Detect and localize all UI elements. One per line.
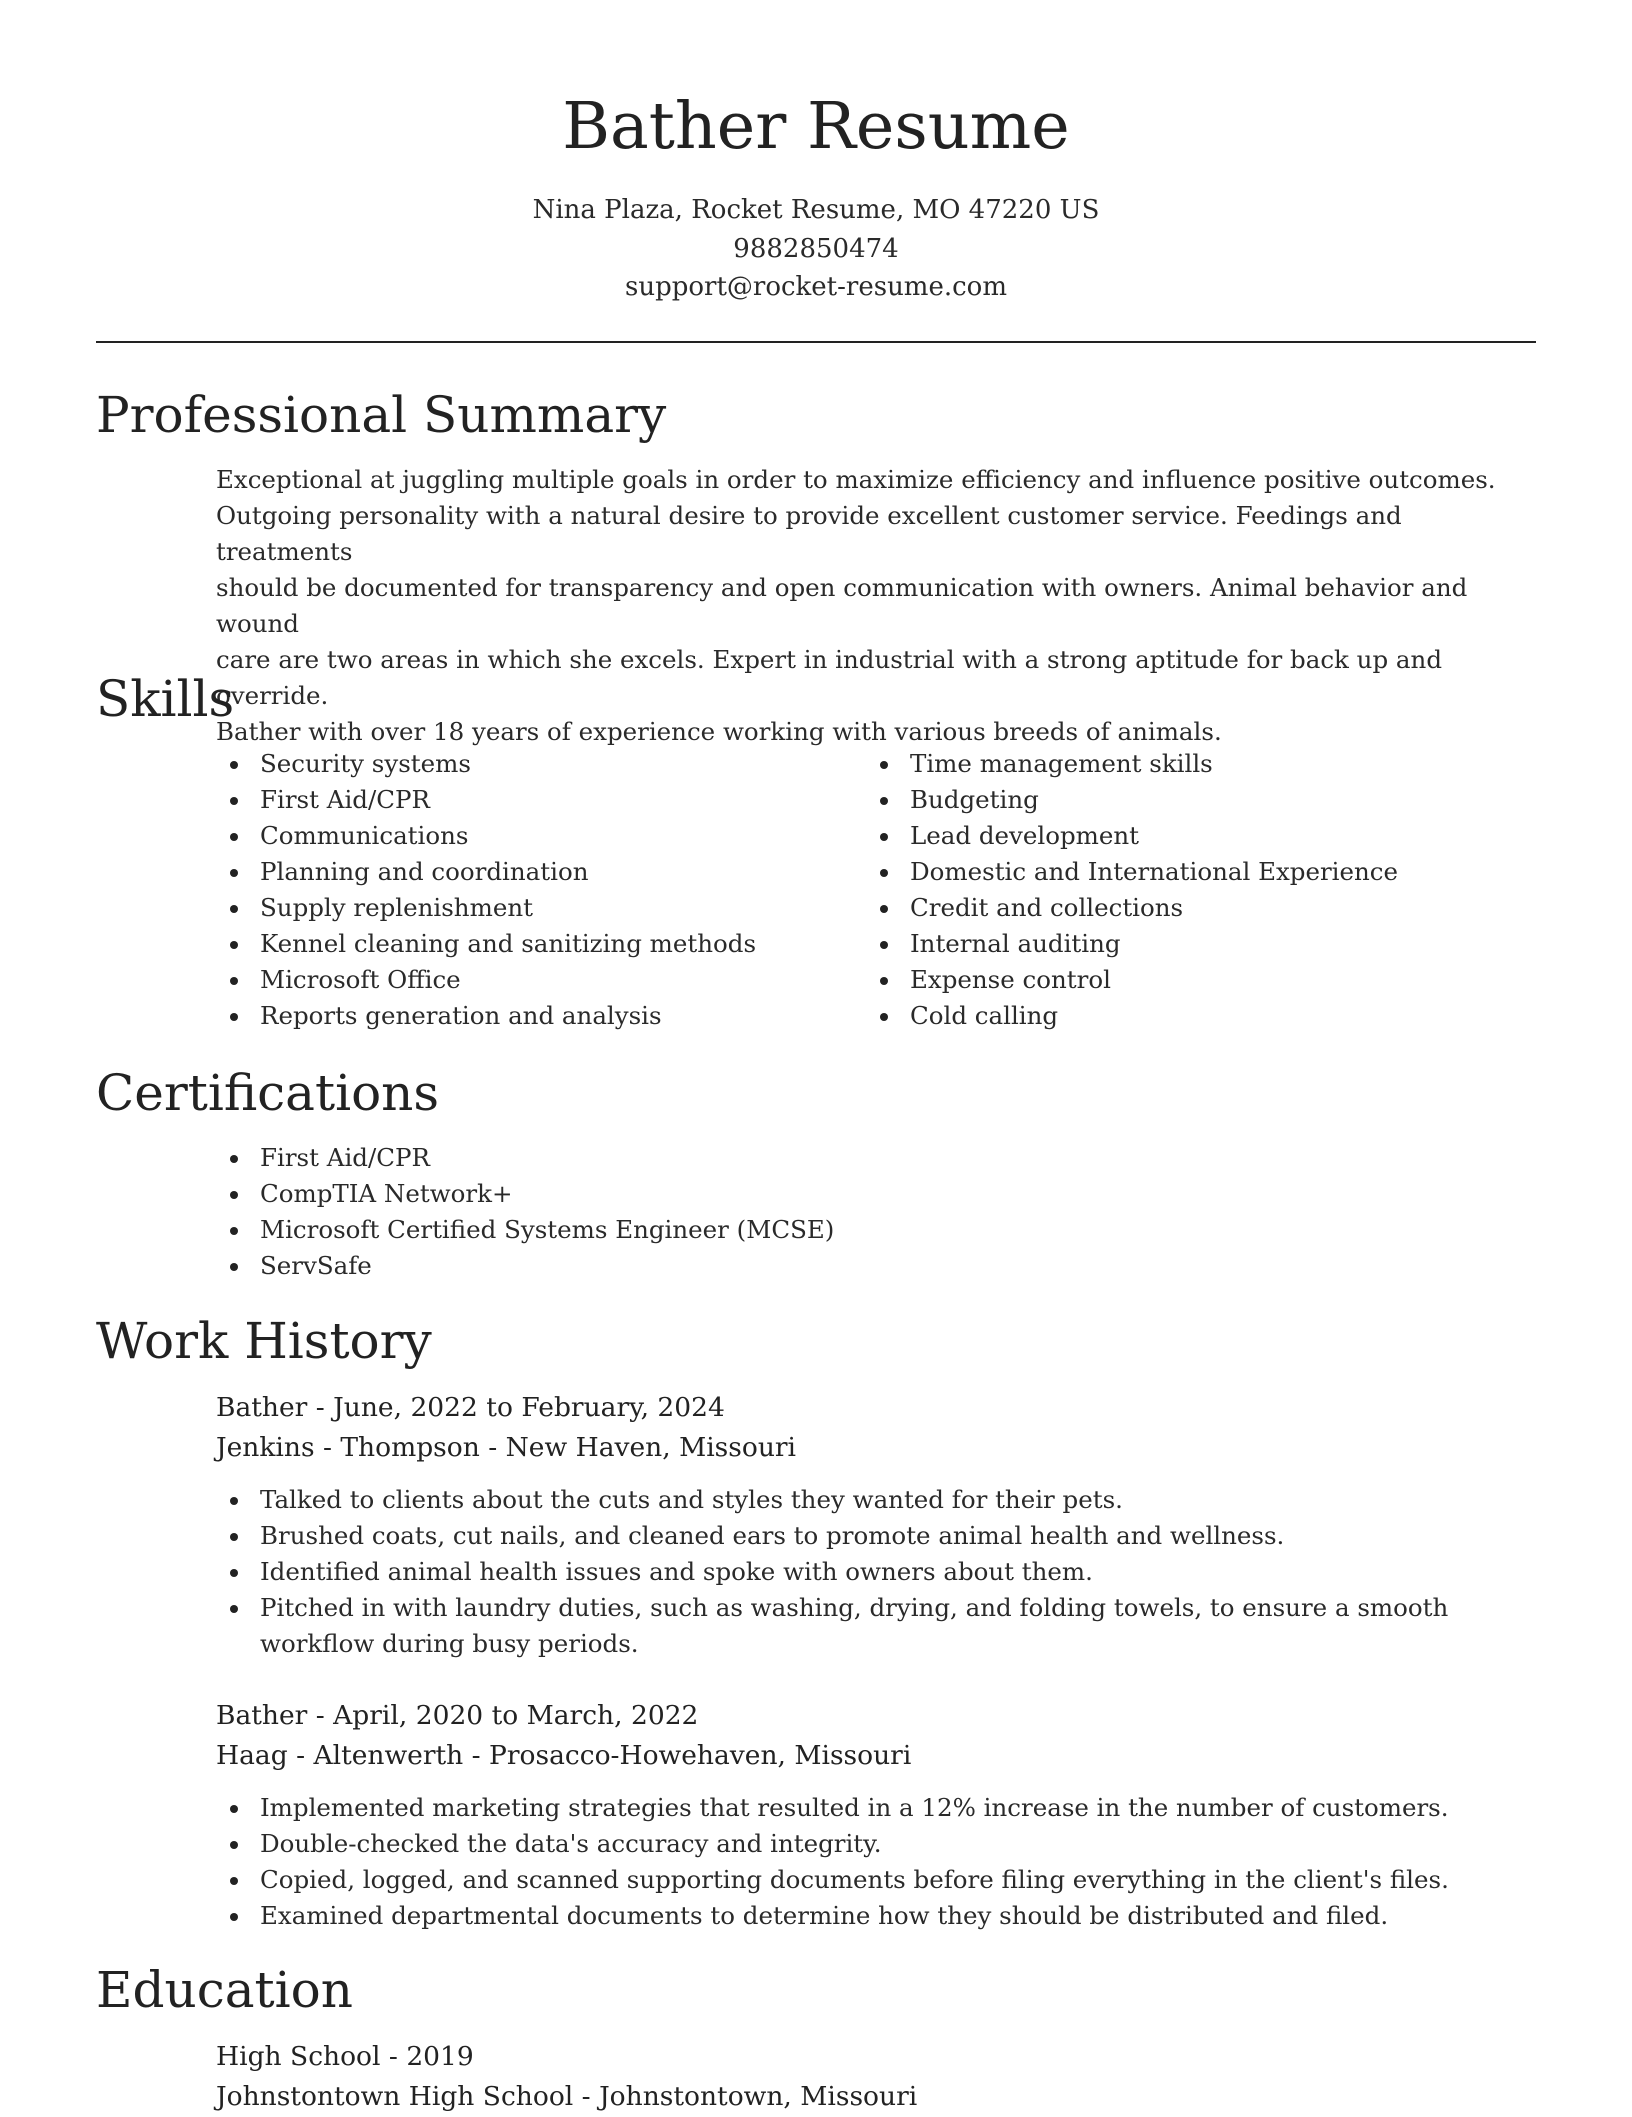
bullet-icon <box>880 761 888 769</box>
skill-item: Communications <box>216 818 856 854</box>
work-history-heading: Work History <box>96 1312 432 1370</box>
bullet-icon <box>880 869 888 877</box>
job-employer-line: Haag - Altenwerth - Prosacco-Howehaven, Missouri <box>216 1740 912 1771</box>
bullet-icon <box>230 1227 238 1235</box>
bullet-icon <box>230 1013 238 1021</box>
job-title-line: Bather - June, 2022 to February, 2024 <box>216 1392 725 1423</box>
skill-item: Internal auditing <box>866 926 1526 962</box>
bullet-icon <box>230 1533 238 1541</box>
summary-line: Bather with over 18 years of experience working with various breeds of animals. <box>216 717 1222 746</box>
job-bullet: Identified animal health issues and spoke with owners about them. <box>216 1554 1536 1590</box>
job-bullet: Pitched in with laundry duties, such as washing, drying, and folding towels, to ensure a smooth workflow during busy periods. <box>216 1590 1536 1662</box>
job-bullet: Brushed coats, cut nails, and cleaned ears to promote animal health and wellness. <box>216 1518 1536 1554</box>
skills-heading: Skills <box>96 670 235 728</box>
skill-item: Reports generation and analysis <box>216 998 856 1034</box>
certification-item: ServSafe <box>216 1248 1536 1284</box>
education-location: Johnstontown, Missouri <box>599 2081 918 2112</box>
bullet-icon <box>880 833 888 841</box>
bullet-icon <box>230 869 238 877</box>
bullet-icon <box>230 833 238 841</box>
skill-item: Planning and coordination <box>216 854 856 890</box>
bullet-icon <box>230 1569 238 1577</box>
skill-item: First Aid/CPR <box>216 782 856 818</box>
skill-item: Domestic and International Experience <box>866 854 1526 890</box>
bullet-icon <box>880 1013 888 1021</box>
bullet-icon <box>230 905 238 913</box>
bullet-icon <box>230 977 238 985</box>
job-location: New Haven, Missouri <box>505 1432 797 1463</box>
skill-item: Expense control <box>866 962 1526 998</box>
education-year: 2019 <box>406 2041 474 2072</box>
job-employer-line: Jenkins - Thompson - New Haven, Missouri <box>216 1432 797 1463</box>
job-employer: Jenkins - Thompson <box>216 1432 480 1463</box>
skill-item: Time management skills <box>866 746 1526 782</box>
bullet-icon <box>880 977 888 985</box>
job-bullet: Examined departmental documents to determine how they should be distributed and filed. <box>216 1898 1536 1934</box>
skill-item: Supply replenishment <box>216 890 856 926</box>
education-school-line: Johnstontown High School - Johnstontown, Missouri <box>216 2081 918 2112</box>
education-degree-line: High School - 2019 <box>216 2041 474 2072</box>
summary-line: Outgoing personality with a natural desire to provide excellent customer service. Feedings and treatments <box>216 501 1402 566</box>
candidate-name: Bather Resume <box>562 89 1070 164</box>
certifications-list <box>216 1140 1536 1284</box>
job-bullet: Talked to clients about the cuts and styles they wanted for their pets. <box>216 1482 1536 1518</box>
job-bullet: Double-checked the data's accuracy and integrity. <box>216 1826 1536 1862</box>
bullet-icon <box>230 1877 238 1885</box>
skill-item: Cold calling <box>866 998 1526 1034</box>
skill-item: Microsoft Office <box>216 962 856 998</box>
contact-phone: 9882850474 <box>733 234 899 264</box>
bullet-icon <box>230 1155 238 1163</box>
bullet-icon <box>230 1841 238 1849</box>
bullet-icon <box>230 1497 238 1505</box>
job-role: Bather <box>216 1392 308 1423</box>
job-bullet: Copied, logged, and scanned supporting documents before filing everything in the client's files. <box>216 1862 1536 1898</box>
bullet-icon <box>880 797 888 805</box>
bullet-icon <box>230 797 238 805</box>
bullet-icon <box>230 941 238 949</box>
summary-line: should be documented for transparency and open communication with owners. Animal behavior and wound <box>216 573 1468 638</box>
job-bullet: Implemented marketing strategies that resulted in a 12% increase in the number of customers. <box>216 1790 1536 1826</box>
job-bullets <box>216 1790 1536 1934</box>
summary-text <box>216 462 1536 750</box>
job-role: Bather <box>216 1700 308 1731</box>
education-heading: Education <box>96 1961 353 2019</box>
skills-list-right <box>866 746 1526 1034</box>
summary-line: care are two areas in which she excels. Expert in industrial with a strong aptitude for back up and override. <box>216 645 1443 710</box>
job-employer: Haag - Altenwerth <box>216 1740 464 1771</box>
job-dates: April, 2020 to March, 2022 <box>333 1700 699 1731</box>
bullet-icon <box>880 941 888 949</box>
bullet-icon <box>230 1805 238 1813</box>
header-divider <box>96 341 1536 343</box>
certification-item: First Aid/CPR <box>216 1140 1536 1176</box>
job-location: Prosacco-Howehaven, Missouri <box>489 1740 912 1771</box>
contact-address: Nina Plaza, Rocket Resume, MO 47220 US <box>532 195 1100 225</box>
bullet-icon <box>230 1263 238 1271</box>
certification-item: CompTIA Network+ <box>216 1176 1536 1212</box>
job-bullets <box>216 1482 1536 1662</box>
education-school: Johnstontown High School <box>216 2081 574 2112</box>
job-title-line: Bather - April, 2020 to March, 2022 <box>216 1700 699 1731</box>
contact-email: support@rocket-resume.com <box>624 272 1007 302</box>
bullet-icon <box>880 905 888 913</box>
bullet-icon <box>230 1191 238 1199</box>
skills-list-left <box>216 746 856 1034</box>
skill-item: Kennel cleaning and sanitizing methods <box>216 926 856 962</box>
certification-item: Microsoft Certified Systems Engineer (MCSE) <box>216 1212 1536 1248</box>
certifications-heading: Certifications <box>96 1064 440 1122</box>
skill-item: Credit and collections <box>866 890 1526 926</box>
bullet-icon <box>230 761 238 769</box>
job-dates: June, 2022 to February, 2024 <box>333 1392 725 1423</box>
skill-item: Budgeting <box>866 782 1526 818</box>
summary-heading: Professional Summary <box>96 386 667 444</box>
bullet-icon <box>230 1605 238 1613</box>
bullet-icon <box>230 1913 238 1921</box>
skill-item: Security systems <box>216 746 856 782</box>
skill-item: Lead development <box>866 818 1526 854</box>
education-degree: High School <box>216 2041 381 2072</box>
summary-line: Exceptional at juggling multiple goals in order to maximize efficiency and influence positive outcomes. <box>216 465 1496 494</box>
